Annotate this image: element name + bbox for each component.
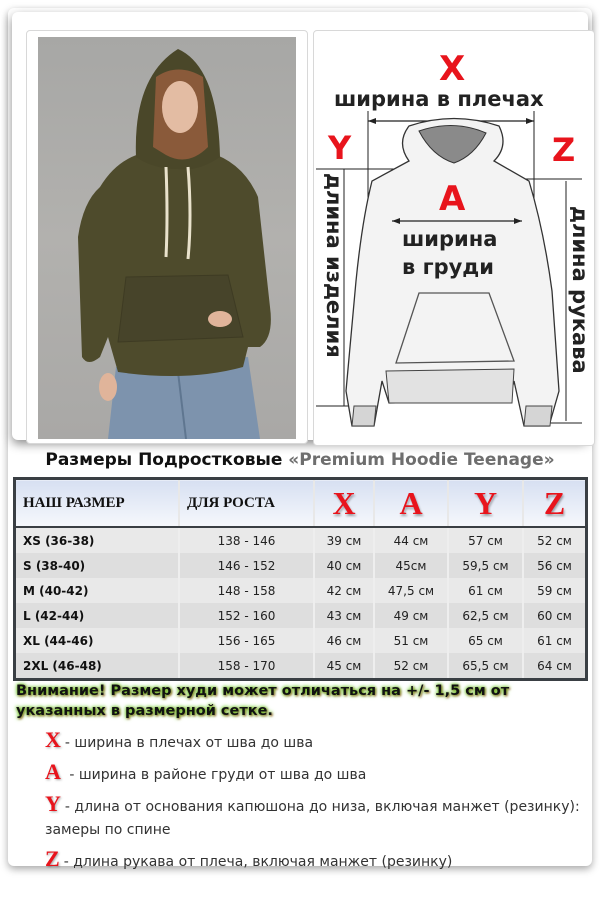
cell-height: 138 - 146 [179, 527, 314, 553]
a-caption-line2: в груди [402, 255, 494, 279]
legend-text-z: - длина рукава от плеча, включая манжет (резинку) [63, 854, 453, 870]
header-z: Z [523, 479, 587, 528]
cell-height: 156 - 165 [179, 628, 314, 653]
y-caption: длина изделия [322, 173, 346, 358]
model-photo [38, 37, 296, 439]
cell-a: 51 см [374, 628, 448, 653]
model-photo-illustration [38, 37, 296, 439]
cell-y: 65 см [448, 628, 523, 653]
cell-size: XS (36-38) [15, 527, 180, 553]
table-row [15, 628, 587, 653]
y-label: Y [328, 129, 352, 167]
title-main: Размеры Подростковые [45, 450, 283, 470]
header-height: ДЛЯ РОСТА [179, 479, 314, 528]
cell-a: 45см [374, 553, 448, 578]
cell-x: 46 см [314, 628, 374, 653]
cell-y: 62,5 см [448, 603, 523, 628]
cell-z: 64 см [523, 653, 587, 680]
cell-size: L (42-44) [15, 603, 180, 628]
cell-z: 61 см [523, 628, 587, 653]
legend-text-x: - ширина в плечах от шва до шва [64, 735, 314, 751]
cell-x: 40 см [314, 553, 374, 578]
x-label: X [439, 49, 466, 89]
legend-item-a [45, 760, 590, 787]
header-x: X [314, 479, 374, 528]
size-tolerance-warning: Внимание! Размер худи может отличаться на +/- 1,5 см от указанных в размерной сетке. [16, 683, 510, 719]
table-row [15, 603, 587, 628]
size-table [13, 477, 588, 681]
cell-height: 146 - 152 [179, 553, 314, 578]
cell-x: 42 см [314, 578, 374, 603]
cell-x: 43 см [314, 603, 374, 628]
table-row [15, 653, 587, 680]
cell-height: 158 - 170 [179, 653, 314, 680]
z-label: Z [552, 131, 576, 169]
cell-y: 59,5 см [448, 553, 523, 578]
legend-key-z: Z [45, 846, 60, 871]
model-photo-frame [26, 30, 308, 444]
cell-height: 148 - 158 [179, 578, 314, 603]
cell-x: 39 см [314, 527, 374, 553]
cell-y: 57 см [448, 527, 523, 553]
cell-z: 59 см [523, 578, 587, 603]
product-images-panel [12, 12, 592, 440]
measurement-diagram [313, 30, 595, 446]
cell-a: 44 см [374, 527, 448, 553]
table-row [15, 527, 587, 553]
title-sub: «Premium Hoodie Teenage» [288, 450, 555, 470]
legend-item-y [45, 792, 590, 842]
table-header-row [15, 479, 587, 528]
cell-y: 61 см [448, 578, 523, 603]
cell-a: 49 см [374, 603, 448, 628]
a-caption-line1: ширина [402, 227, 498, 251]
a-label: A [439, 179, 466, 219]
cell-size: M (40-42) [15, 578, 180, 603]
x-caption: ширина в плечах [334, 87, 544, 111]
legend-key-x: X [45, 727, 61, 752]
header-a: A [374, 479, 448, 528]
cell-x: 45 см [314, 653, 374, 680]
legend-item-z [45, 847, 590, 874]
cell-size: 2XL (46-48) [15, 653, 180, 680]
cell-height: 152 - 160 [179, 603, 314, 628]
cell-z: 60 см [523, 603, 587, 628]
legend-text-a: - ширина в районе груди от шва до шва [64, 767, 367, 783]
header-our-size: НАШ РАЗМЕР [15, 479, 180, 528]
cell-size: S (38-40) [15, 553, 180, 578]
cell-a: 47,5 см [374, 578, 448, 603]
page-title [0, 450, 600, 470]
legend-key-a: A [45, 759, 61, 784]
cell-z: 56 см [523, 553, 587, 578]
legend-item-x [45, 728, 590, 755]
table-row [15, 553, 587, 578]
cell-a: 52 см [374, 653, 448, 680]
table-row [15, 578, 587, 603]
cell-y: 65,5 см [448, 653, 523, 680]
z-caption: длина рукава [568, 206, 592, 374]
cell-size: XL (44-46) [15, 628, 180, 653]
legend-text-y: - длина от основания капюшона до низа, включая манжет (резинку): замеры по спине [45, 799, 580, 838]
legend-key-y: Y [45, 791, 61, 816]
measurement-legend [45, 728, 590, 879]
cell-z: 52 см [523, 527, 587, 553]
header-y: Y [448, 479, 523, 528]
